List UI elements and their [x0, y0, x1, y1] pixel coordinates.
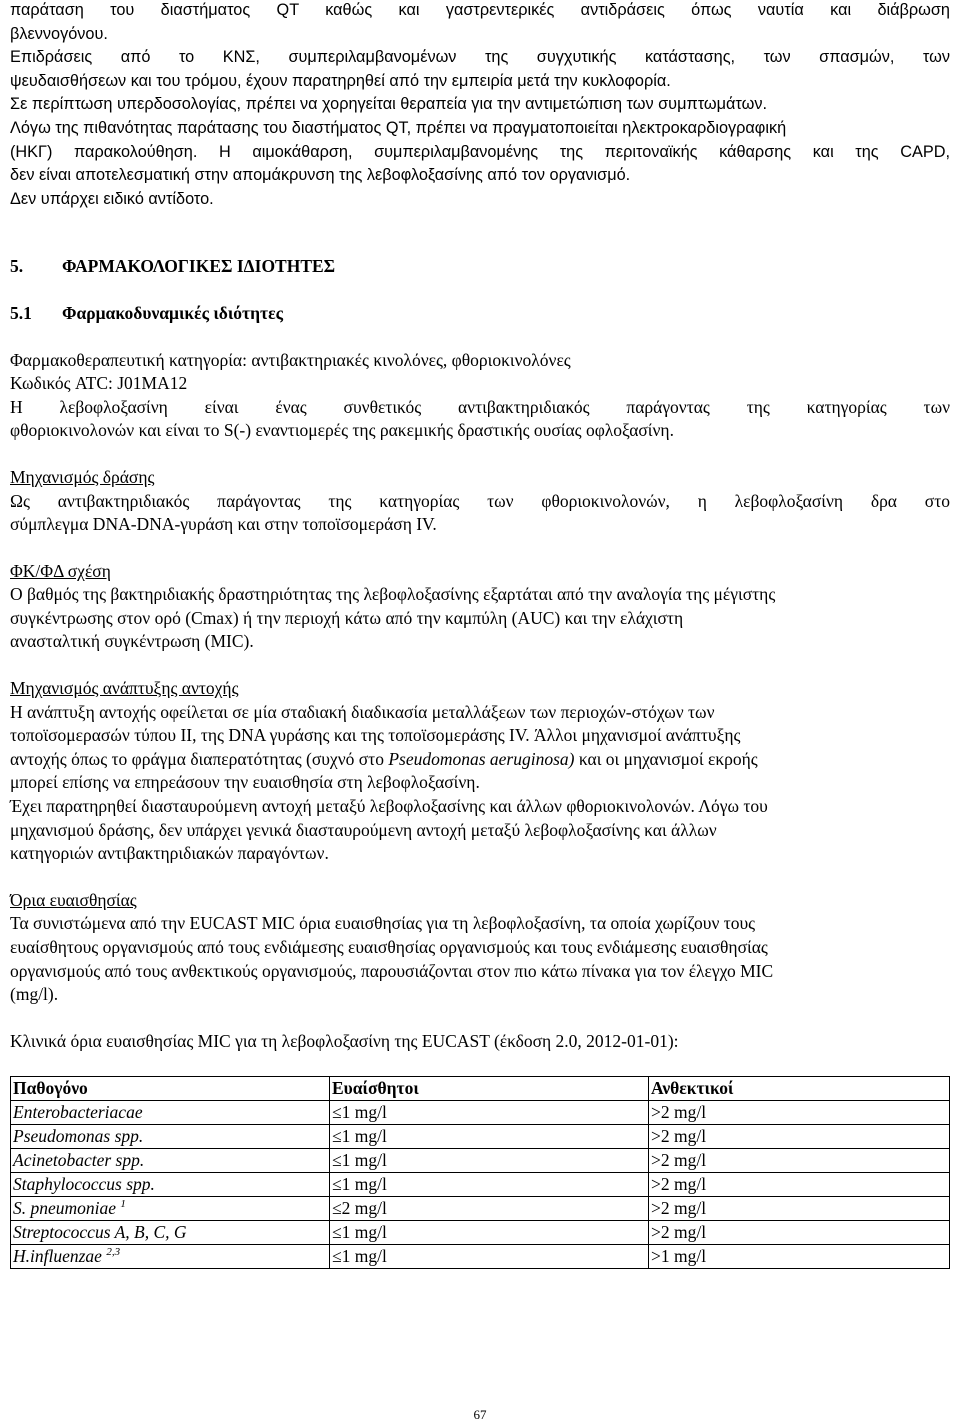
pathogen-name: Enterobacteriacae	[13, 1102, 143, 1123]
text-line: μηχανισμού δράσης, δεν υπάρχει γενικά διασταυρούμενη αντοχή μεταξύ λεβοφλοξασίνης και άλλων	[10, 819, 717, 840]
text-line: κατηγοριών αντιβακτηριδιακών παραγόντων.	[10, 843, 329, 864]
text-line: Επιδράσεις από το ΚΝΣ, συμπεριλαμβανομένων της συγχυτικής κατάστασης, των σπασμών, των	[10, 48, 950, 67]
resistant-cell: >1 mg/l	[649, 1245, 950, 1269]
mechanism-section	[10, 466, 950, 537]
table-row	[11, 1221, 950, 1245]
pathogen-cell	[11, 1173, 330, 1197]
section-title: ΦΑΡΜΑΚΟΛΟΓΙΚΕΣ ΙΔΙΟΤΗΤΕΣ	[62, 256, 336, 277]
text-line: μπορεί επίσης να επηρεάσουν την ευαισθησία στη λεβοφλοξασίνη.	[10, 772, 480, 793]
text-line: Κωδικός ATC: J01MA12	[10, 373, 188, 394]
resistant-cell: >2 mg/l	[649, 1125, 950, 1149]
pathogen-cell	[11, 1245, 330, 1269]
text-line	[10, 748, 950, 772]
pathogen-name: H.influenzae	[13, 1246, 102, 1267]
text-line: συγκέντρωσης στον ορό (Cmax) ή την περιοχή κάτω από την καμπύλη (AUC) και την ελάχιστη	[10, 607, 684, 628]
text-line: Η ανάπτυξη αντοχής οφείλεται σε μία σταδιακή διαδικασία μεταλλάξεων των περιοχών-στόχων των	[10, 701, 715, 722]
pathogen-name: Streptococcus A, B, C, G	[13, 1222, 187, 1243]
resistant-cell: >2 mg/l	[649, 1149, 950, 1173]
text-line: ψευδαισθήσεων και του τρόμου, έχουν παρατηρηθεί από την εμπειρία μετά την κυκλοφορία.	[10, 71, 671, 90]
text-line: ανασταλτική συγκέντρωση (MIC).	[10, 631, 254, 652]
text-line: Τα συνιστώμενα από την EUCAST MIC όρια ευαισθησίας για τη λεβοφλοξασίνη, τα οποία χωρίζουν τους	[10, 913, 756, 934]
overdose-section	[10, 0, 950, 211]
table-row	[11, 1125, 950, 1149]
text-line: τοποϊσομερασών τύπου II, της DNA γυράσης και της τοποϊσομεράσης IV. Άλλοι μηχανισμοί ανάπτυξης	[10, 725, 741, 746]
column-header: Ανθεκτικοί	[649, 1077, 950, 1101]
resistant-cell: >2 mg/l	[649, 1197, 950, 1221]
table-row	[11, 1101, 950, 1125]
resistant-cell: >2 mg/l	[649, 1173, 950, 1197]
table-row	[11, 1173, 950, 1197]
table-header-row	[11, 1077, 950, 1101]
pathogen-name: Acinetobacter spp.	[13, 1150, 145, 1171]
section-5-1-heading	[10, 302, 950, 326]
subsection-heading: Μηχανισμός ανάπτυξης αντοχής	[10, 678, 239, 699]
sensitive-cell: ≤1 mg/l	[330, 1221, 649, 1245]
species-name: Pseudomonas aeruginosa)	[388, 748, 575, 769]
resistant-cell: >2 mg/l	[649, 1221, 950, 1245]
table-body	[11, 1101, 950, 1269]
section-number: 5.1	[10, 302, 32, 323]
column-header: Ευαίσθητοι	[330, 1077, 649, 1101]
sensitive-cell: ≤1 mg/l	[330, 1173, 649, 1197]
text-line: Δεν υπάρχει ειδικό αντίδοτο.	[10, 189, 214, 208]
section-title: Φαρμακοδυναμικές ιδιότητες	[62, 302, 283, 323]
pharmacotherapeutic-info	[10, 349, 950, 443]
text-line: (ΗΚΓ) παρακολούθηση. Η αιμοκάθαρση, συμπεριλαμβανομένης της περιτοναϊκής κάθαρσης και της CAPD,	[10, 142, 950, 161]
text-line: παράταση του διαστήματος QT καθώς και γαστρεντερικές αντιδράσεις όπως ναυτία και διάβρωση	[10, 1, 950, 19]
pathogen-cell	[11, 1125, 330, 1149]
pathogen-name: S. pneumoniae	[13, 1198, 117, 1219]
text-line: Σε περίπτωση υπερδοσολογίας, πρέπει να χορηγείται θεραπεία για την αντιμετώπιση των συμπτωμάτων.	[10, 95, 767, 114]
section-number: 5.	[10, 256, 24, 277]
footnote-marker: 1	[120, 1198, 126, 1211]
table-row	[11, 1197, 950, 1221]
text-line: δεν είναι αποτελεσματική στην απομάκρυνση της λεβοφλοξασίνης από τον οργανισμό.	[10, 166, 631, 185]
column-header: Παθογόνο	[11, 1077, 330, 1101]
page-number: 67	[473, 1407, 487, 1422]
resistant-cell: >2 mg/l	[649, 1101, 950, 1125]
pathogen-cell	[11, 1197, 330, 1221]
text-line: φθοριοκινολονών και είναι το S(-) εναντιομερές της ρακεμικής δραστικής ουσίας οφλοξασίνη.	[10, 420, 674, 441]
table-row	[11, 1245, 950, 1269]
sensitive-cell: ≤1 mg/l	[330, 1125, 649, 1149]
table-caption: Κλινικά όρια ευαισθησίας MIC για τη λεβοφλοξασίνη της EUCAST (έκδοση 2.0, 2012-01-01):	[10, 1030, 679, 1051]
pathogen-cell	[11, 1101, 330, 1125]
breakpoints-section	[10, 889, 950, 1054]
footnote-marker: 2,3	[106, 1246, 121, 1259]
text-line: σύμπλεγμα DNA-DNA-γυράση και στην τοποϊσομεράση IV.	[10, 514, 437, 535]
table-row	[11, 1149, 950, 1173]
pathogen-name: Staphylococcus spp.	[13, 1174, 155, 1195]
section-5-heading	[10, 255, 950, 279]
subsection-heading: Μηχανισμός δράσης	[10, 466, 155, 487]
text-span: και οι μηχανισμοί εκροής	[574, 748, 758, 769]
pkpd-section	[10, 560, 950, 654]
text-line: βλεννογόνου.	[10, 24, 108, 43]
sensitive-cell: ≤2 mg/l	[330, 1197, 649, 1221]
text-line: Ως αντιβακτηριδιακός παράγοντας της κατηγορίας των φθοριοκινολονών, η λεβοφλοξασίνη δρα στο	[10, 490, 950, 511]
pathogen-cell	[11, 1149, 330, 1173]
text-line: (mg/l).	[10, 984, 59, 1005]
text-line: οργανισμούς από τους ανθεκτικούς οργανισμούς, παρουσιάζονται στον πιο κάτω πίνακα για τον έλεγχο MIC	[10, 960, 774, 981]
text-line: ευαίσθητους οργανισμούς από τους ενδιάμεσης ευαισθησίας οργανισμούς και τους ενδιάμεσης ευαισθησίας	[10, 937, 768, 957]
sensitive-cell: ≤1 mg/l	[330, 1101, 649, 1125]
text-line: Φαρμακοθεραπευτική κατηγορία: αντιβακτηριακές κινολόνες, φθοριοκινολόνες	[10, 349, 571, 370]
document-page	[10, 0, 950, 1269]
sensitive-cell: ≤1 mg/l	[330, 1149, 649, 1173]
resistance-section	[10, 677, 950, 866]
sensitive-cell: ≤1 mg/l	[330, 1245, 649, 1269]
text-line: Η λεβοφλοξασίνη είναι ένας συνθετικός αντιβακτηριδιακός παράγοντας της κατηγορίας των	[10, 396, 950, 417]
text-line: Λόγω της πιθανότητας παράτασης του διαστήματος QT, πρέπει να πραγματοποιείται ηλεκτροκαρδιογραφική	[10, 118, 787, 137]
text-line: Έχει παρατηρηθεί διασταυρούμενη αντοχή μεταξύ λεβοφλοξασίνης και άλλων φθοριοκινολονών. Λόγω του	[10, 796, 768, 817]
text-line: Ο βαθμός της βακτηριδιακής δραστηριότητας της λεβοφλοξασίνης εξαρτάται από την αναλογία της μέγιστης	[10, 584, 776, 605]
subsection-heading: Όρια ευαισθησίας	[10, 889, 137, 910]
pathogen-cell	[11, 1221, 330, 1245]
pathogen-name: Pseudomonas spp.	[13, 1126, 144, 1147]
subsection-heading: ΦΚ/ΦΔ σχέση	[10, 560, 111, 581]
text-span: αντοχής όπως το φράγμα διαπερατότητας (συχνό στο	[10, 748, 389, 769]
breakpoints-table	[10, 1076, 950, 1269]
